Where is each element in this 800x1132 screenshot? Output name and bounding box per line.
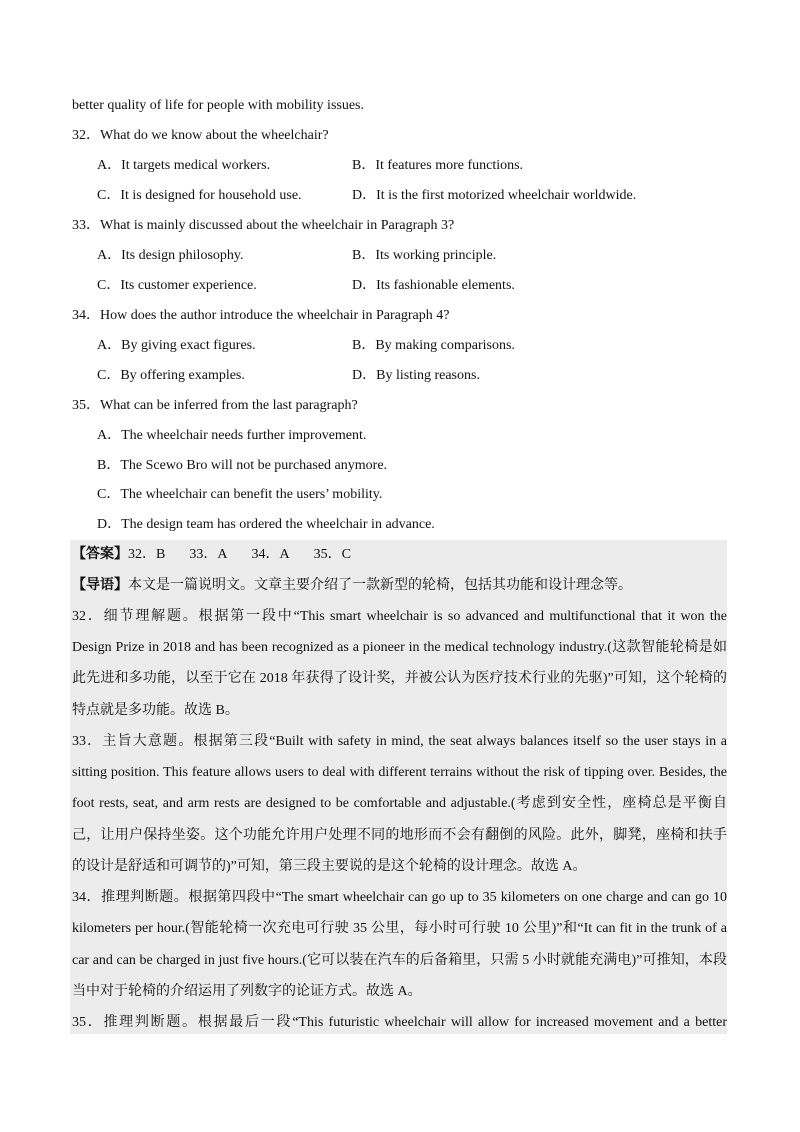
question-35-option-d: D．The design team has ordered the wheelchair in advance. <box>97 517 435 532</box>
explanation-line: car and can be charged in just five hours.(它可以装在汽车的后备箱里，只需 5 小时就能充满电)”可推知，本段 <box>72 953 727 968</box>
explanation-line: 此先进和多功能，以至于它在 2018 年获得了设计奖，并被公认为医疗技术行业的先驱)”可知，这个轮椅的 <box>72 671 727 686</box>
answer-line <box>72 546 351 564</box>
explanation-line: 己，让用户保持坐姿。这个功能允许用户处理不同的地形而不会有翻倒的风险。此外，脚凳，座椅和扶手 <box>72 828 727 843</box>
question-33-stem: 33．What is mainly discussed about the wheelchair in Paragraph 3? <box>72 218 455 233</box>
passage-tail: better quality of life for people with mobility issues. <box>72 98 364 113</box>
question-35-option-c: C．The wheelchair can benefit the users’ mobility. <box>97 487 383 502</box>
explanation-line: kilometers per hour.(智能轮椅一次充电可行驶 35 公里，每小时可行驶 10 公里)”和“It can fit in the trunk of a <box>72 921 727 936</box>
answer-32: 32．B <box>128 547 166 562</box>
explanation-line: Design Prize in 2018 and has been recognized as a pioneer in the medical technology industry.(这款智能轮椅是如 <box>72 640 727 655</box>
question-32-option-d: D．It is the first motorized wheelchair worldwide. <box>352 188 637 203</box>
question-33-option-a: A．Its design philosophy. <box>97 248 244 263</box>
explanation-line: sitting position. This feature allows users to deal with different terrains without the risk of tipping over. Besides, the <box>72 765 727 780</box>
question-35-stem: 35．What can be inferred from the last paragraph? <box>72 398 358 413</box>
question-33-option-c: C．Its customer experience. <box>97 278 257 293</box>
explanation-line: 的设计是舒适和可调节的)”可知，第三段主要说的是这个轮椅的设计理念。故选 A。 <box>72 859 587 874</box>
question-34-stem: 34．How does the author introduce the wheelchair in Paragraph 4? <box>72 308 450 323</box>
answer-34: 34．A <box>251 547 290 562</box>
answer-35: 35．C <box>313 547 351 562</box>
question-34-option-d: D．By listing reasons. <box>352 368 480 383</box>
question-32-option-b: B．It features more functions. <box>352 158 524 173</box>
question-33-option-d: D．Its fashionable elements. <box>352 278 515 293</box>
explanation-line: 34．推理判断题。根据第四段中“The smart wheelchair can go up to 35 kilometers on one charge and can go 10 <box>72 890 727 905</box>
explanation-line: 当中对于轮椅的介绍运用了列数字的论证方式。故选 A。 <box>72 984 422 999</box>
answer-33: 33．A <box>189 547 228 562</box>
question-35-option-b: B．The Scewo Bro will not be purchased anymore. <box>97 458 388 473</box>
question-33-option-b: B．Its working principle. <box>352 248 497 263</box>
explanation-line: foot rests, seat, and arm rests are designed to be comfortable and adjustable.(考虑到安全性，座椅总是平衡自 <box>72 796 727 811</box>
question-34-option-b: B．By making comparisons. <box>352 338 515 353</box>
explanation-line: 33．主旨大意题。根据第三段“Built with safety in mind, the seat always balances itself so the user stays in a <box>72 734 727 749</box>
question-32-option-a: A．It targets medical workers. <box>97 158 271 173</box>
guide-text: 本文是一篇说明文。文章主要介绍了一款新型的轮椅，包括其功能和设计理念等。 <box>128 578 632 593</box>
explanation-line: 32．细节理解题。根据第一段中“This smart wheelchair is so advanced and multifunctional that it won the <box>72 609 727 624</box>
guide-label: 【导语】 <box>72 578 128 593</box>
explanation-line: 35．推理判断题。根据最后一段“This futuristic wheelchair will allow for increased movement and a better <box>72 1015 727 1030</box>
question-32-option-c: C．It is designed for household use. <box>97 188 302 203</box>
question-34-option-c: C．By offering examples. <box>97 368 245 383</box>
question-32-stem: 32．What do we know about the wheelchair? <box>72 128 329 143</box>
guide-line <box>72 577 632 595</box>
question-35-option-a: A．The wheelchair needs further improvement. <box>97 428 367 443</box>
question-34-option-a: A．By giving exact figures. <box>97 338 256 353</box>
explanation-line: 特点就是多功能。故选 B。 <box>72 703 239 718</box>
answer-label: 【答案】 <box>72 547 128 562</box>
